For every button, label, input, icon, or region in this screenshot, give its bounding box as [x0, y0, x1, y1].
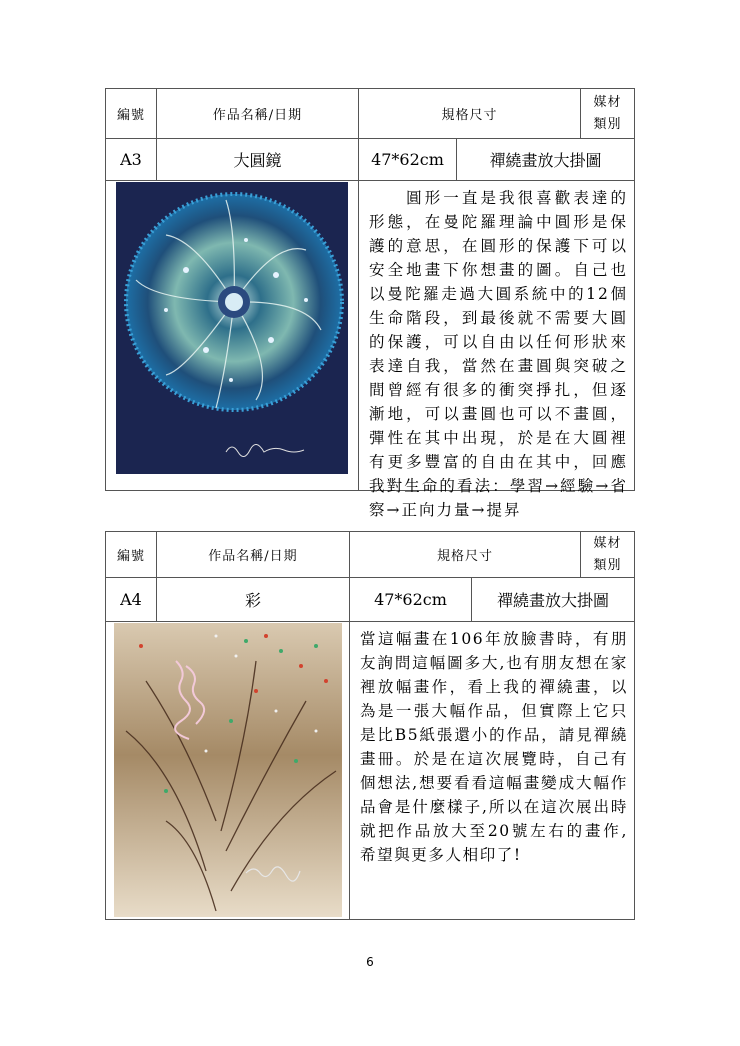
info-row — [106, 577, 634, 622]
header-title-date: 作品名稱/日期 — [157, 89, 359, 138]
content-row — [106, 621, 634, 919]
header-id: 編號 — [106, 532, 157, 577]
header-row — [106, 89, 634, 139]
header-media-line2: 類別 — [593, 116, 622, 132]
header-id: 編號 — [106, 89, 157, 138]
artwork-image-a4 — [106, 621, 349, 919]
work-id: A4 — [106, 577, 157, 621]
header-title-date: 作品名稱/日期 — [157, 532, 350, 577]
header-media-line2: 類別 — [593, 557, 622, 573]
work-description: 圓形一直是我很喜歡表達的形態，在曼陀羅理論中圓形是保護的意思，在圓形的保護下可以安全地畫下你想畫的圖。自己也以曼陀羅走過大圓系統中的12個生命階段，到最後就不需要大圓的保護，可以自由以任何形狀來表達自我，當然在畫圓與突破之間曾經有很多的衝突掙扎，但逐漸地，可以畫圓也可以不畫圓，彈性在其中出現，於是在大圓裡有更多豐富的自由在其中，回應我對生命的看法：學習→經驗→省察→正向力量→提昇 — [369, 189, 628, 519]
work-medium: 禪繞畫放大掛圖 — [489, 150, 602, 170]
header-size: 規格尺寸 — [359, 89, 581, 138]
work-id: A3 — [106, 138, 157, 180]
info-row — [106, 138, 634, 181]
work-title: 大圓鏡 — [157, 138, 359, 180]
header-media — [581, 89, 634, 138]
artwork-table-a4 — [105, 531, 635, 920]
work-size: 47*62cm — [359, 138, 457, 180]
work-size: 47*62cm — [350, 577, 472, 621]
header-size: 規格尺寸 — [350, 532, 581, 577]
work-description: 當這幅畫在106年放臉書時，有朋友詢問這幅圖多大,也有朋友想在家裡放幅畫作，看上我的禪繞畫，以為是一張大幅作品，但實際上它只是比B5紙張還小的作品，請見禪繞畫冊。於是在這次展覽時，自己有個想法,想要看看這幅畫變成大幅作品會是什麼樣子,所以在這次展出時就把作品放大至20號左右的畫作,希望與更多人相印了! — [360, 630, 628, 864]
artwork-image-cell — [106, 621, 350, 919]
page-number: 6 — [366, 955, 374, 969]
work-medium: 禪繞畫放大掛圖 — [496, 590, 609, 610]
content-row — [106, 180, 634, 519]
work-title: 彩 — [157, 577, 350, 621]
artwork-image-a3 — [106, 180, 358, 490]
header-media-line1: 媒材 — [593, 94, 622, 110]
header-media — [581, 532, 634, 577]
artwork-table-a3 — [105, 88, 635, 519]
header-media-line1: 媒材 — [593, 535, 622, 551]
header-row — [106, 532, 634, 578]
artwork-image-cell — [106, 180, 359, 490]
